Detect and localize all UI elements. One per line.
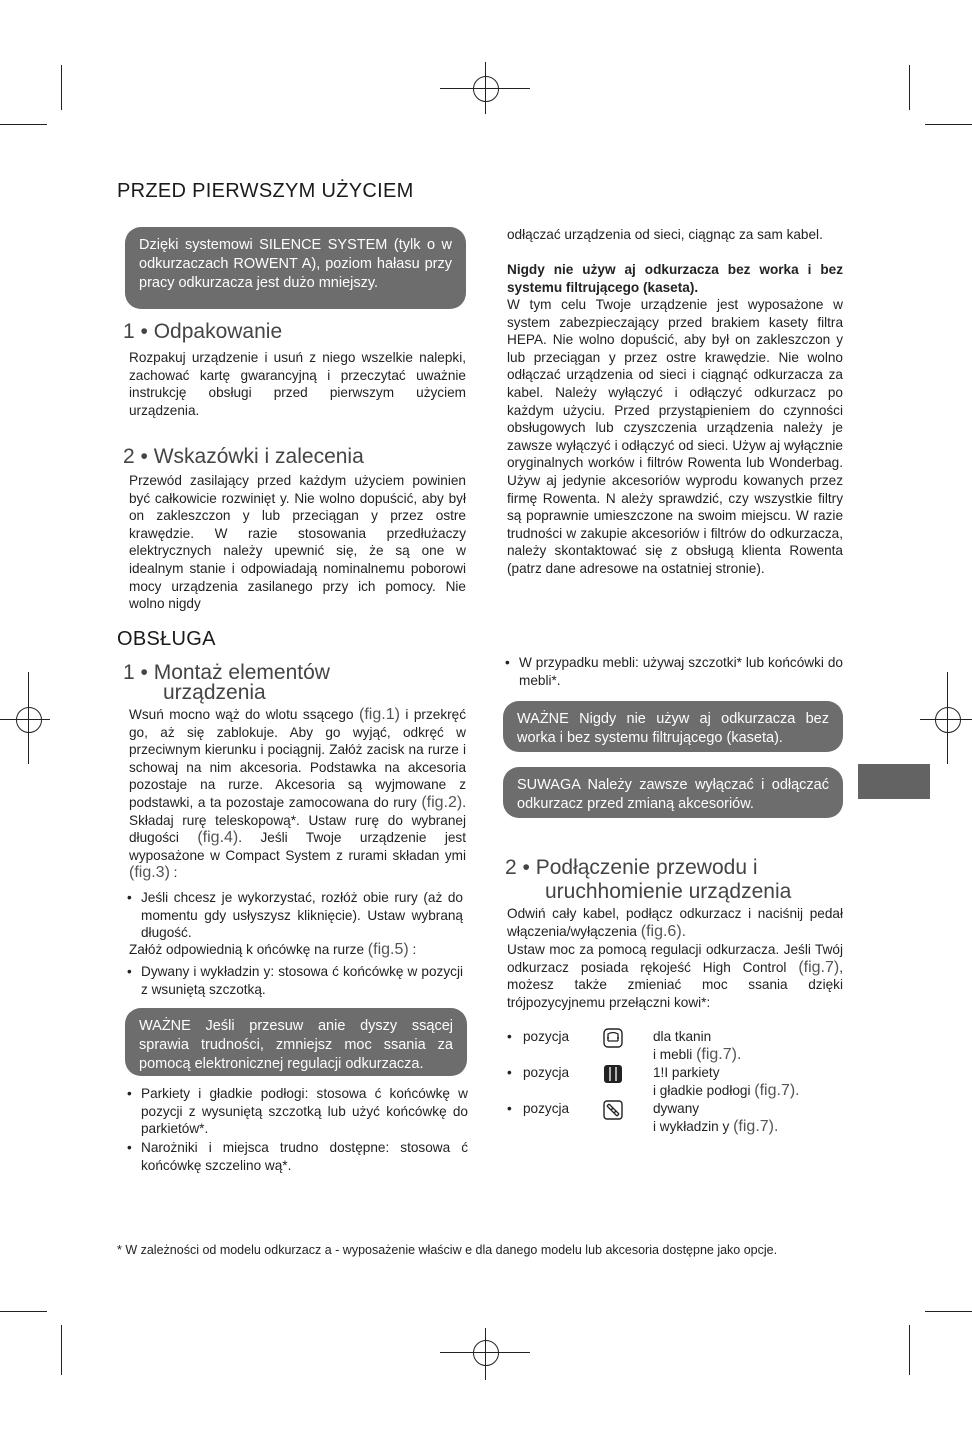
crop-mark — [485, 1328, 486, 1380]
section-heading: 1 • Odpakowanie — [123, 320, 283, 343]
figure-ref: (fig.5) — [367, 941, 409, 958]
list-item — [127, 1085, 468, 1138]
figure-ref: (fig.1) — [359, 706, 400, 723]
position-row — [507, 1062, 867, 1098]
list-item-text: Jeśli chcesz je wykorzystać, rozłóż obie rury (aż do momentu gdy usłyszysz kliknięcie). Ustaw wybraną długość. — [141, 890, 463, 941]
footnote: * W zależności od modelu odkurzacz a - wyposażenie właściw e dla danego modelu lub akcesoria dostępne jako opcje. — [117, 1243, 778, 1257]
bullet-icon: • — [507, 1101, 512, 1116]
text-span: i mebli — [653, 1047, 693, 1062]
heading-line: uruchhomienie urządzenia — [545, 880, 792, 903]
bullet-icon: • — [127, 1086, 132, 1101]
heading-line: 1 • Montaż elementów — [123, 661, 330, 684]
list-item-text: Narożniki i miejsca trudno dostępne: stosowa ć końcówkę szczelino wą*. — [141, 1140, 468, 1173]
heading-line: urządzenia — [163, 681, 266, 704]
crop-mark — [920, 719, 972, 720]
position-label: pozycja — [523, 1065, 570, 1080]
page-title: PRZED PIERWSZYM UŻYCIEM — [117, 180, 414, 202]
warning-box: WAŻNE Jeśli przesuw anie dyszy ssącej sprawia trudności, zmniejsz moc ssania za pomocą elektronicznej regulacji odkurzacza. — [125, 1008, 467, 1076]
text-span: . Jeśli Twoje urządzenie jest wyposażone w Compact System z rurami składan ymi — [129, 830, 466, 863]
crop-mark — [947, 672, 948, 764]
power-text — [507, 905, 843, 940]
text-span: Odwiń cały kabel, podłącz odkurzacz i naciśnij pedał włączenia/wyłączenia — [507, 906, 843, 939]
figure-ref: (fig.2) — [421, 793, 463, 811]
figure-ref: (fig.3) — [129, 864, 170, 882]
crop-mark — [61, 65, 62, 110]
crop-mark — [909, 1325, 910, 1375]
section-title: OBSŁUGA — [117, 628, 216, 650]
text-span: i przekręć go, aż się zablokuje. Aby go wyjąć, odkręć w przeciwnym kierunku i pociągnij. Załóż zacisk na rurze i schowaj na nim akcesoria. Podstawka na akcesoria pozostaje na rurze. Akcesoria są wyjmowane z podstawki, a ta pozostaje zamocowana do rury — [129, 707, 467, 810]
bold-text: Nigdy nie używ aj odkurzacza bez worka i bez systemu filtrującego (kaseta). — [507, 262, 843, 295]
position-label: pozycja — [523, 1101, 570, 1116]
list-item — [505, 654, 843, 689]
registration-mark-icon — [473, 1340, 499, 1366]
unpacking-text: Rozpakuj urządzenie i usuń z niego wszelkie nalepki, zachować kartę gwarancyjną i przeczytać uważnie instrukcję obsługi przed pierwszym użyciem urządzenia. — [129, 350, 466, 418]
heading-line: 2 • Podłączenie przewodu i — [505, 856, 758, 879]
carpet-icon — [603, 1100, 623, 1120]
position-label: pozycja — [523, 1029, 570, 1044]
figure-ref: (fig.7). — [696, 1046, 742, 1063]
assembly-text — [129, 706, 466, 882]
cable-text: odłączać urządzenia od sieci, ciągnąc za sam kabel. — [507, 227, 823, 242]
bullet-icon: • — [505, 655, 510, 670]
text-span: i gładkie podłogi — [653, 1083, 751, 1098]
armchair-icon — [603, 1028, 623, 1048]
text-span: , możesz także zmieniać moc ssania dzięki trójpozycyjnemu przełączni kowi*: — [507, 959, 844, 1010]
text-span: : — [408, 942, 417, 957]
bullet-icon: • — [507, 1029, 512, 1044]
bullet-icon: • — [507, 1065, 512, 1080]
bullet-icon: • — [127, 1140, 132, 1155]
position-row — [507, 1026, 867, 1062]
suction-text — [507, 941, 843, 1011]
crop-mark — [925, 124, 972, 125]
crop-mark — [61, 1325, 62, 1375]
list-item-text: W przypadku mebli: używaj szczotki* lub końcówki do mebli*. — [519, 655, 843, 688]
position-desc: 1!I parkiety — [653, 1065, 720, 1080]
section-heading: 2 • Wskazówki i zalecenia — [123, 445, 364, 468]
registration-mark-icon — [16, 707, 42, 733]
hepa-text: W tym celu Twoje urządzenie jest wyposażone w system zabezpieczający przed brakiem kasety filtra HEPA. Nie wolno dopuścić, aby był on zakleszczon y lub przeciągan y przez ostre krawędzie. Nie wolno odłączać urządzenia od sieci i ciągnąć odkurzacza za kabel. Należy wyłączyć i odłączyć odkurzacz po każdym użyciu. Przed przystąpieniem do czynności obsługowych lub czyszczenia urządzenia należy je zawsze wyłączyć i odłączyć od sieci. Używ aj wyłącznie oryginalnych worków i filtrów Rowenta lub Wonderbag. Używ aj jedynie akcesoriów wyprodu kowanych przez firmę Rowenta. N ależy sprawdzić, czy wszystkie filtry są poprawnie umieszczone na swoim miejscu. W razie trudności w zakupie akcesoriów i filtrów do odkurzacza, należy skontaktować się z obsługą klienta Rowenta (patrz dane adresowe na ostatniej stronie). — [507, 297, 843, 576]
silence-system-box: Dzięki systemowi SILENCE SYSTEM (tylk o w odkurzaczach ROWENT A), poziom hałasu przy pracy odkurzacza jest dużo mniejszy. — [125, 227, 466, 309]
list-item-text: Dywany i wykładzin y: stosowa ć końcówkę w pozycji z wsuniętą szczotką. — [141, 964, 463, 997]
text-span: Ustaw moc za pomocą regulacji odkurzacza. Jeśli Twój odkurzacz posiada rękojeść High Control — [507, 942, 843, 975]
crop-mark — [0, 1311, 47, 1312]
list-item-text: Parkiety i gładkie podłogi: stosowa ć końcówkę w pozycji z wysuniętą szczotką lub użyć końcówkę do parkietów*. — [141, 1086, 468, 1137]
nozzle-text — [129, 941, 466, 959]
figure-ref: (fig.6). — [640, 922, 687, 940]
language-tab — [858, 764, 930, 799]
text-span: Wsuń mocno wąż do wlotu ssącego — [129, 707, 354, 722]
list-item — [127, 889, 463, 942]
bold-warning-text — [507, 261, 843, 296]
position-desc — [653, 1118, 778, 1136]
bullet-icon: • — [127, 964, 132, 979]
crop-mark — [485, 62, 486, 114]
figure-ref: (fig.7) — [798, 958, 840, 976]
list-item — [127, 1139, 468, 1174]
crop-mark — [0, 719, 50, 720]
switch-positions — [507, 1026, 867, 1134]
position-desc — [653, 1046, 741, 1064]
crop-mark — [909, 65, 910, 110]
figure-ref: (fig.7). — [733, 1118, 779, 1135]
list-item — [127, 963, 463, 998]
crop-mark — [28, 672, 29, 764]
position-desc: dla tkanin — [653, 1029, 712, 1044]
crop-mark — [0, 124, 47, 125]
text-span: i wykładzin y — [653, 1119, 730, 1134]
figure-ref: (fig.7). — [754, 1082, 800, 1099]
section-heading — [505, 856, 791, 904]
registration-mark-icon — [473, 76, 499, 102]
position-desc: dywany — [653, 1101, 700, 1116]
text-span: : — [169, 865, 178, 881]
position-desc — [653, 1082, 800, 1100]
figure-ref: (fig.4) — [197, 829, 239, 847]
text-span: . Składaj rurę teleskopową*. Ustaw rurę do wybranej długości — [129, 794, 466, 846]
bullet-icon: • — [127, 890, 132, 905]
text-span: Załóż odpowiednią k ońcówkę na rurze — [129, 942, 365, 957]
registration-mark-icon — [935, 707, 961, 733]
important-box: WAŻNE Nigdy nie używ aj odkurzacza bez worka i bez systemu filtrującego (kaseta). — [503, 701, 843, 752]
position-row — [507, 1098, 867, 1134]
parquet-icon — [603, 1064, 623, 1084]
safety-text: Przewód zasilający przed każdym użyciem powinien być całkowicie rozwinięt y. Nie wolno dopuścić, aby był on zakleszczon y lub przeciągan y przez ostre krawędzie. W razie stosowania przedłużaczy elektrycznych należy upewnić się, że są one w idealnym stanie i odpowiadają nominalnemu poborowi mocy urządzenia zasilanego przy ich pomocy. Nie wolno nigdy — [129, 473, 466, 612]
section-heading — [123, 663, 330, 703]
caution-box: SUWAGA Należy zawsze wyłączać i odłączać odkurzacz przed zmianą akcesoriów. — [503, 767, 843, 818]
crop-mark — [925, 1311, 972, 1312]
